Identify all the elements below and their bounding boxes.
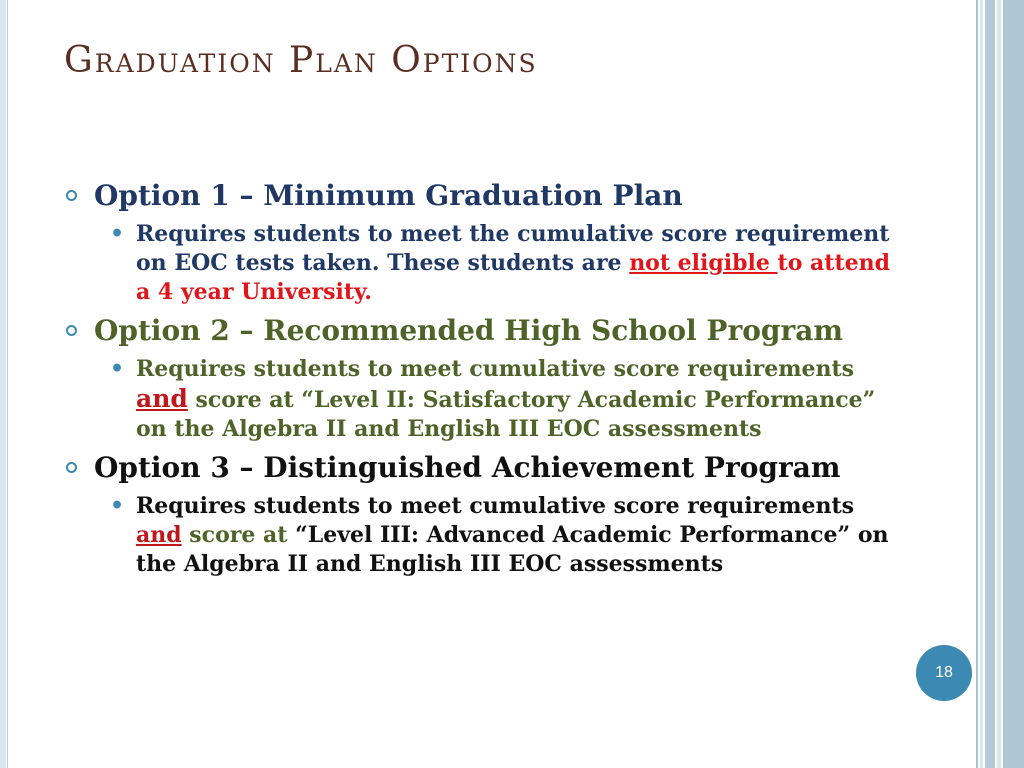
ring-bullet-icon	[66, 190, 77, 201]
left-frame-border	[0, 0, 6, 768]
slide-content	[64, 180, 904, 587]
option-2-heading	[64, 315, 904, 347]
ring-bullet-icon	[66, 325, 77, 336]
dot-bullet-icon: •	[110, 356, 125, 382]
left-frame-line	[7, 0, 8, 768]
option-1-heading-text: Option 1 – Minimum Graduation Plan	[94, 179, 683, 212]
option-2-heading-text: Option 2 – Recommended High School Program	[94, 314, 843, 347]
option-2-detail	[64, 355, 904, 444]
page-number-badge	[916, 645, 972, 701]
stripe	[1003, 0, 1024, 768]
stripe	[976, 0, 978, 768]
option-3-detail	[64, 492, 904, 579]
dot-bullet-icon: •	[110, 221, 125, 247]
ring-bullet-icon	[66, 462, 77, 473]
stripe	[997, 0, 1001, 768]
option-3-score-at: score at	[181, 522, 296, 548]
option-2-detail-end: score at “Level II: Satisfactory Academic Performance” on the Algebra II and English III EOC assessments	[136, 387, 876, 442]
option-1-detail	[64, 220, 904, 307]
option-3-heading-text: Option 3 – Distinguished Achievement Program	[94, 451, 841, 484]
option-3-detail-end: “Level III: Advanced Academic Performance” on the Algebra II and English III EOC assessments	[136, 522, 889, 577]
option-3-and: and	[136, 522, 182, 548]
stripe	[985, 0, 995, 768]
option-2-detail-text: Requires students to meet cumulative score requirements	[136, 356, 855, 382]
right-decorative-stripes	[976, 0, 1024, 768]
slide-title: Graduation Plan Options	[64, 40, 538, 81]
option-3-heading	[64, 452, 904, 484]
option-3-detail-text: Requires students to meet cumulative score requirements	[136, 493, 855, 519]
stripe	[980, 0, 983, 768]
option-1-highlight: not eligible	[629, 250, 778, 276]
dot-bullet-icon: •	[110, 493, 125, 519]
option-1-detail-end: to attend a 4 year University.	[136, 250, 890, 305]
option-1-detail-text: Requires students to meet the cumulative score requirement on EOC tests taken. These students are	[136, 221, 890, 276]
option-2-and: and	[136, 384, 188, 413]
page-number: 18	[935, 664, 953, 681]
option-1-heading	[64, 180, 904, 212]
